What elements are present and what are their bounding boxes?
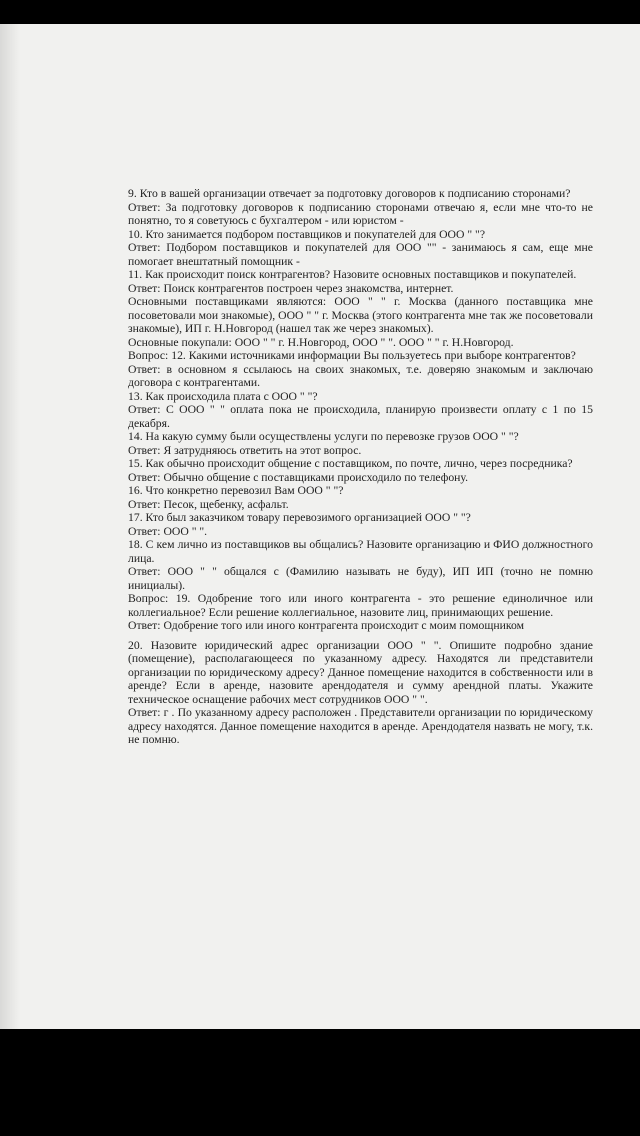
answer-15: Ответ: Обычно общение с поставщиками происходило по телефону. [128, 470, 469, 484]
answer-18: Ответ: ООО " " общался с (Фамилию называть не буду), ИП ИП (точно не помню инициалы). [128, 565, 593, 592]
answer-12: Ответ: в основном я ссылаюсь на своих знакомых, т.е. доверяю знакомым и заключаю договора с контрагентами. [128, 362, 593, 389]
question-19: Вопрос: 19. Одобрение того или иного контрагента - это решение единоличное или коллегиальное? Если решение коллегиальное, назовите лиц, принимающих решение. [128, 592, 593, 619]
answer-16: Ответ: Песок, щебенку, асфальт. [128, 497, 289, 511]
answer-11: Ответ: Поиск контрагентов построен через знакомства, интернет. [128, 281, 454, 295]
question-20: 20. Назовите юридический адрес организации ООО " ". Опишите подробно здание (помещение), располагающееся по указанному адресу. Находятся ли представители организации по юридическому адресу? Данное помещение находится в собственности или в аренде? Если в аренде, назовите арендодателя и сумму арендной платы. Укажите техническое оснащение рабочих мест сотрудников ООО " ". [128, 638, 593, 706]
question-11: 11. Как происходит поиск контрагентов? Назовите основных поставщиков и покупателей. [128, 268, 577, 281]
question-18: 18. С кем лично из поставщиков вы общались? Назовите организацию и ФИО должностного лица. [128, 538, 593, 565]
answer-10: Ответ: Подбором поставщиков и покупателей для ООО "" - занимаюсь я сам, еще мне помогает внештатный помощник - [128, 241, 593, 268]
page-shadow [0, 24, 20, 1029]
answer-14: Ответ: Я затрудняюсь ответить на этот вопрос. [128, 443, 362, 457]
answer-11-suppliers: Основными поставщиками являются: ООО " " г. Москва (данного поставщика мне посоветовали мои знакомые), ООО " " г. Москва (этого контрагента мне так же посоветовали знакомые), ИП г. Н.Новгород (нашел так же через знакомых). [128, 295, 593, 335]
question-15: 15. Как обычно происходит общение с поставщиком, по почте, лично, через посредника? [128, 457, 573, 470]
answer-17: Ответ: ООО " ". [128, 524, 208, 538]
answer-19: Ответ: Одобрение того или иного контрагента происходит с моим помощником [128, 619, 525, 632]
scanned-page [0, 24, 640, 1029]
answer-13: Ответ: С ООО " " оплата пока не происходила, планирую произвести оплату с 1 по 15 декабря. [128, 403, 593, 430]
answer-9: Ответ: За подготовку договоров к подписанию сторонами отвечаю я, если мне что-то не понятно, то я советуюсь с бухгалтером - или юристом - [128, 200, 593, 227]
answer-20: Ответ: г . По указанному адресу расположен . Представители организации по юридическому адресу находятся. Данное помещение находится в аренде. Арендодателя назвать не могу, т.к. не помню. [128, 706, 593, 746]
document-body [128, 187, 593, 747]
question-17: 17. Кто был заказчиком товару перевозимого организацией ООО " "? [128, 511, 471, 524]
question-10: 10. Кто занимается подбором поставщиков и покупателей для ООО " "? [128, 227, 486, 241]
answer-11-buyers: Основные покупали: ООО " " г. Н.Новгород, ООО " ". ООО " " г. Н.Новгород. [128, 335, 514, 349]
question-12: Вопрос: 12. Какими источниками информации Вы пользуетесь при выборе контрагентов? [128, 349, 576, 362]
question-13: 13. Как происходила плата с ООО " "? [128, 389, 318, 403]
question-9: 9. Кто в вашей организации отвечает за подготовку договоров к подписанию сторонами? [128, 187, 571, 200]
question-16: 16. Что конкретно перевозил Вам ООО " "? [128, 484, 344, 497]
question-14: 14. На какую сумму были осуществлены услуги по перевозке грузов ООО " "? [128, 430, 519, 443]
